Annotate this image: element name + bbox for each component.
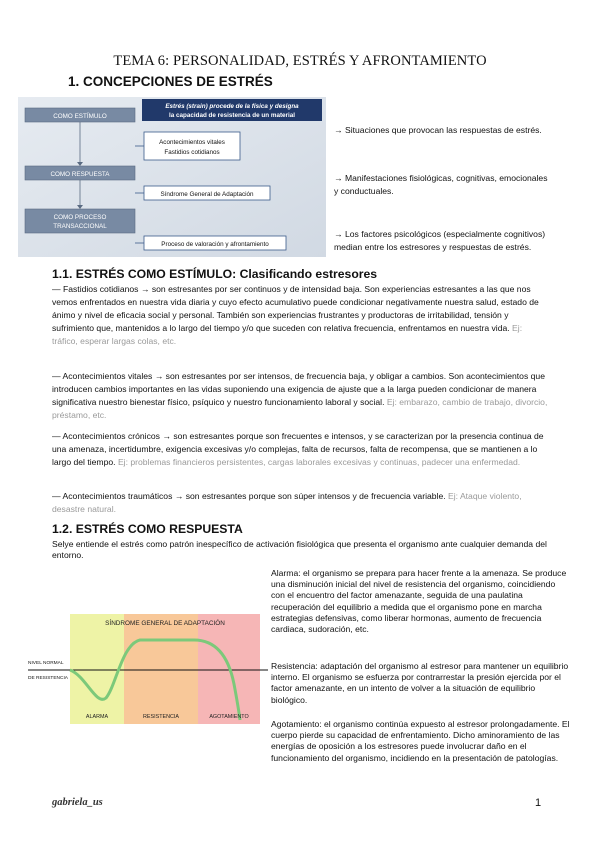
paragraph-traumaticos [52, 490, 550, 516]
sub-events-1: Acontecimientos vitales [159, 139, 225, 146]
zone-resistance-label: RESISTENCIA [143, 714, 179, 720]
box-process-label-1: COMO PROCESO [53, 214, 107, 221]
paragraph-example: Ej: embarazo, cambio de trabajo, divorcio, préstamo, etc. [52, 397, 548, 420]
sub-events-2: Fastidios cotidianos [164, 149, 220, 156]
zone-alarm-bg [70, 614, 124, 724]
section-heading-respuesta: 1.2. ESTRÉS COMO RESPUESTA [52, 522, 243, 536]
paragraph-text: — Acontecimientos traumáticos → son estresantes porque son súper intensos y de frecuencia variable. [52, 491, 446, 501]
banner-line-2: la capacidad de resistencia de un material [169, 112, 295, 119]
gas-chart [28, 614, 268, 724]
paragraph-fastidios [52, 283, 550, 348]
box-stimulus-label: COMO ESTÍMULO [53, 113, 107, 120]
sub-syndrome: Síndrome General de Adaptación [160, 191, 254, 198]
side-note-stimulus: → Situaciones que provocan las respuestas de estrés. [334, 125, 542, 135]
paragraph-selye: Selye entiende el estrés como patrón inespecífico de activación fisiológica que presenta el organismo ante cualquier demanda del entorno. [52, 539, 547, 560]
paragraph-example: Ej: problemas financieros persistentes, cargas laborales excesivas y continuas, padecer una enfermedad. [117, 457, 521, 467]
section-heading-concepciones: 1. CONCEPCIONES DE ESTRÉS [68, 74, 273, 89]
box-response-label: COMO RESPUESTA [50, 171, 110, 178]
paragraph-text: — Acontecimientos vitales → son estresantes por ser intensos, de frecuencia baja, y obligar a cambios. Son acontecimientos que introducen cambios importantes en las vidas suponiendo una exigencia de ajuste que a la larga pueden condicionar de manera significativa nuestro bienestar físico, psíquico y nuestro funcionamiento laboral y social. [52, 371, 545, 407]
paragraph-cronicos [52, 430, 550, 469]
phase-agotamiento: Agotamiento: el organismo continúa expuesto al estresor prolongadamente. El cuerpo pierde su capacidad de enfrentamiento. Dicho aminoramiento de las energías de oposición a los estresores puede involucrar daño en el funcionamiento del organismo, incidiendo en la presentación de patologías. [271, 719, 570, 763]
phase-alarma: Alarma: el organismo se prepara para hacer frente a la amenaza. Se produce una disminución inicial del nivel de resistencia del organismo, coincidiendo con el encuentro del factor amenazante, seguida de una paulatina recuperación del equilibrio a medida que el organismo pone en marcha estrategias defensivas, como liberar hormonas, aumento de frecuencia cardiaca, sudoración, etc. [271, 568, 567, 635]
normal-level-label-1: NIVEL NORMAL [28, 661, 64, 666]
section-heading-estimulo: 1.1. ESTRÉS COMO ESTÍMULO: Clasificando estresores [52, 267, 378, 281]
paragraph-text: — Fastidios cotidianos → son estresantes por ser continuos y de intensidad baja. Son experiencias estresantes a las que nos vemos enfrentados en nuestra vida diaria y cuyo efecto acumulativo puede condicionar negativamente nuestra salud, estado de ánimo y nivel de eficacia social y personal. También son experiencias frustrantes y productoras de irritabilidad, tensión y sufrimiento que, mantenidos a lo largo del tiempo y/o que suceden con relativa frecuencia, enfrentamos en nuestra vida. [52, 284, 539, 333]
paragraph-example: Ej: tráfico, esperar largas colas, etc. [52, 323, 523, 346]
stress-concepts-diagram [18, 97, 326, 257]
paragraph-vitales [52, 370, 550, 422]
paragraph-example: Ej: Ataque violento, desastre natural. [52, 491, 522, 514]
sub-process: Proceso de valoración y afrontamiento [161, 241, 269, 248]
zone-alarm-label: ALARMA [85, 714, 109, 720]
zone-resistance-bg [124, 614, 198, 724]
paragraph-text: — Acontecimientos crónicos → son estresantes porque son frecuentes e intensos, y se caracterizan por la presencia continua de una amenaza, incertidumbre, exigencia excesivas y/o complejas, falta de recursos, falta de recompensa, que se mantienen a lo largo del tiempo. [52, 431, 544, 467]
side-note-response: → Manifestaciones fisiológicas, cognitivas, emocionales y conductuales. [334, 173, 548, 196]
box-process-label-2: TRANSACCIONAL [53, 223, 107, 230]
normal-level-label-2: DE RESISTENCIA [28, 676, 68, 681]
footer-author: gabriela_us [52, 797, 103, 808]
banner-line-1: Estrés (strain) procede de la física y designa [165, 103, 299, 110]
document-title: TEMA 6: PERSONALIDAD, ESTRÉS Y AFRONTAMIENTO [113, 53, 487, 69]
side-note-process: → Los factores psicológicos (especialmente cognitivos) median entre los estresores y respuestas de estrés. [334, 229, 546, 252]
phase-resistencia: Resistencia: adaptación del organismo al estresor para mantener un equilibrio interno. El organismo se esfuerza por contrarrestar la presión ejercida por el factor amenazante, en un intento de volver a la situación de equilibrio biológico. [271, 661, 569, 705]
page-number: 1 [535, 797, 542, 809]
zone-exhaustion-label: AGOTAMIENTO [209, 714, 249, 720]
gas-chart-title: SÍNDROME GENERAL DE ADAPTACIÓN [105, 620, 225, 627]
